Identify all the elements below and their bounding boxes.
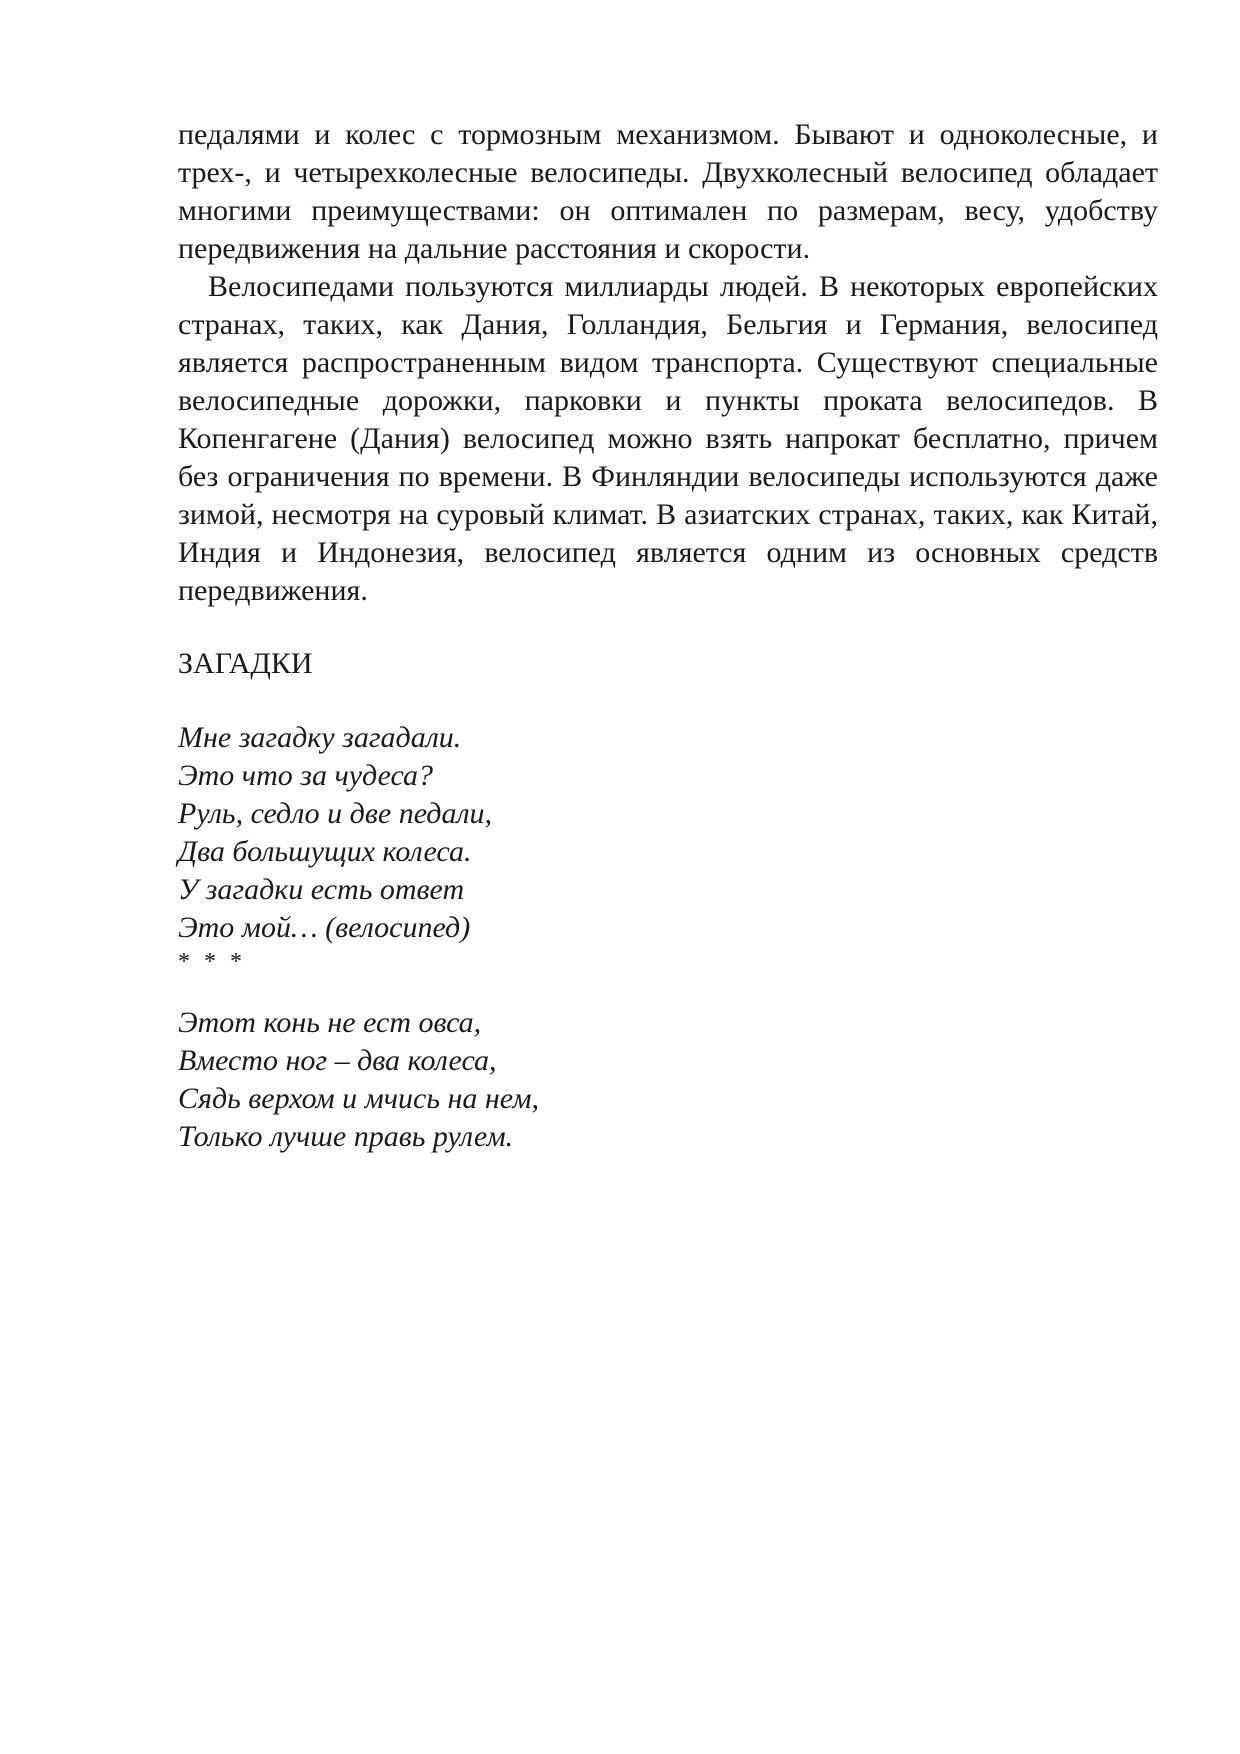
- poem-line: Сядь верхом и мчись на нем,: [178, 1082, 539, 1115]
- poem-line: Это мой… (велосипед): [178, 911, 471, 944]
- riddle-2: [178, 1004, 1158, 1156]
- poem-line: У загадки есть ответ: [178, 873, 465, 906]
- paragraph-intro: педалями и колес с тормозным механизмом. Бывают и одноколесные, и трех-, и четырехколесные велосипеды. Двухколесный велосипед обладает многими преимуществами: он оптимален по размерам, весу, удобству передвижения на дальние расстояния и скорости.: [178, 118, 1158, 265]
- riddle-1: [178, 719, 1158, 977]
- paragraph-usage: Велосипедами пользуются миллиарды людей. В некоторых европейских странах, таких, как Дания, Голландия, Бельгия и Германия, велосипед является распространенным видом транспорта. Существуют специальные велосипедные дорожки, парковки и пункты проката велосипедов. В Копенгагене (Дания) велосипед можно взять напрокат бесплатно, причем без ограничения по времени. В Финляндии велосипеды используются даже зимой, несмотря на суровый климат. В азиатских странах, таких, как Китай, Индия и Индонезия, велосипед является одним из основных средств передвижения.: [178, 270, 1158, 607]
- poem-line: Этот конь не ест овса,: [178, 1006, 482, 1039]
- poem-line: Мне загадку загадали.: [178, 721, 462, 754]
- riddle-separator: * * *: [178, 949, 246, 975]
- text-body: [178, 116, 1158, 1156]
- poem-line: Вместо ног – два колеса,: [178, 1044, 497, 1077]
- poem-line: Руль, седло и две педали,: [178, 797, 493, 830]
- poem-line: Это что за чудеса?: [178, 759, 434, 792]
- section-heading: ЗАГАДКИ: [178, 647, 313, 680]
- poem-line: Только лучше правь рулем.: [178, 1120, 514, 1153]
- poem-line: Два большущих колеса.: [178, 835, 472, 868]
